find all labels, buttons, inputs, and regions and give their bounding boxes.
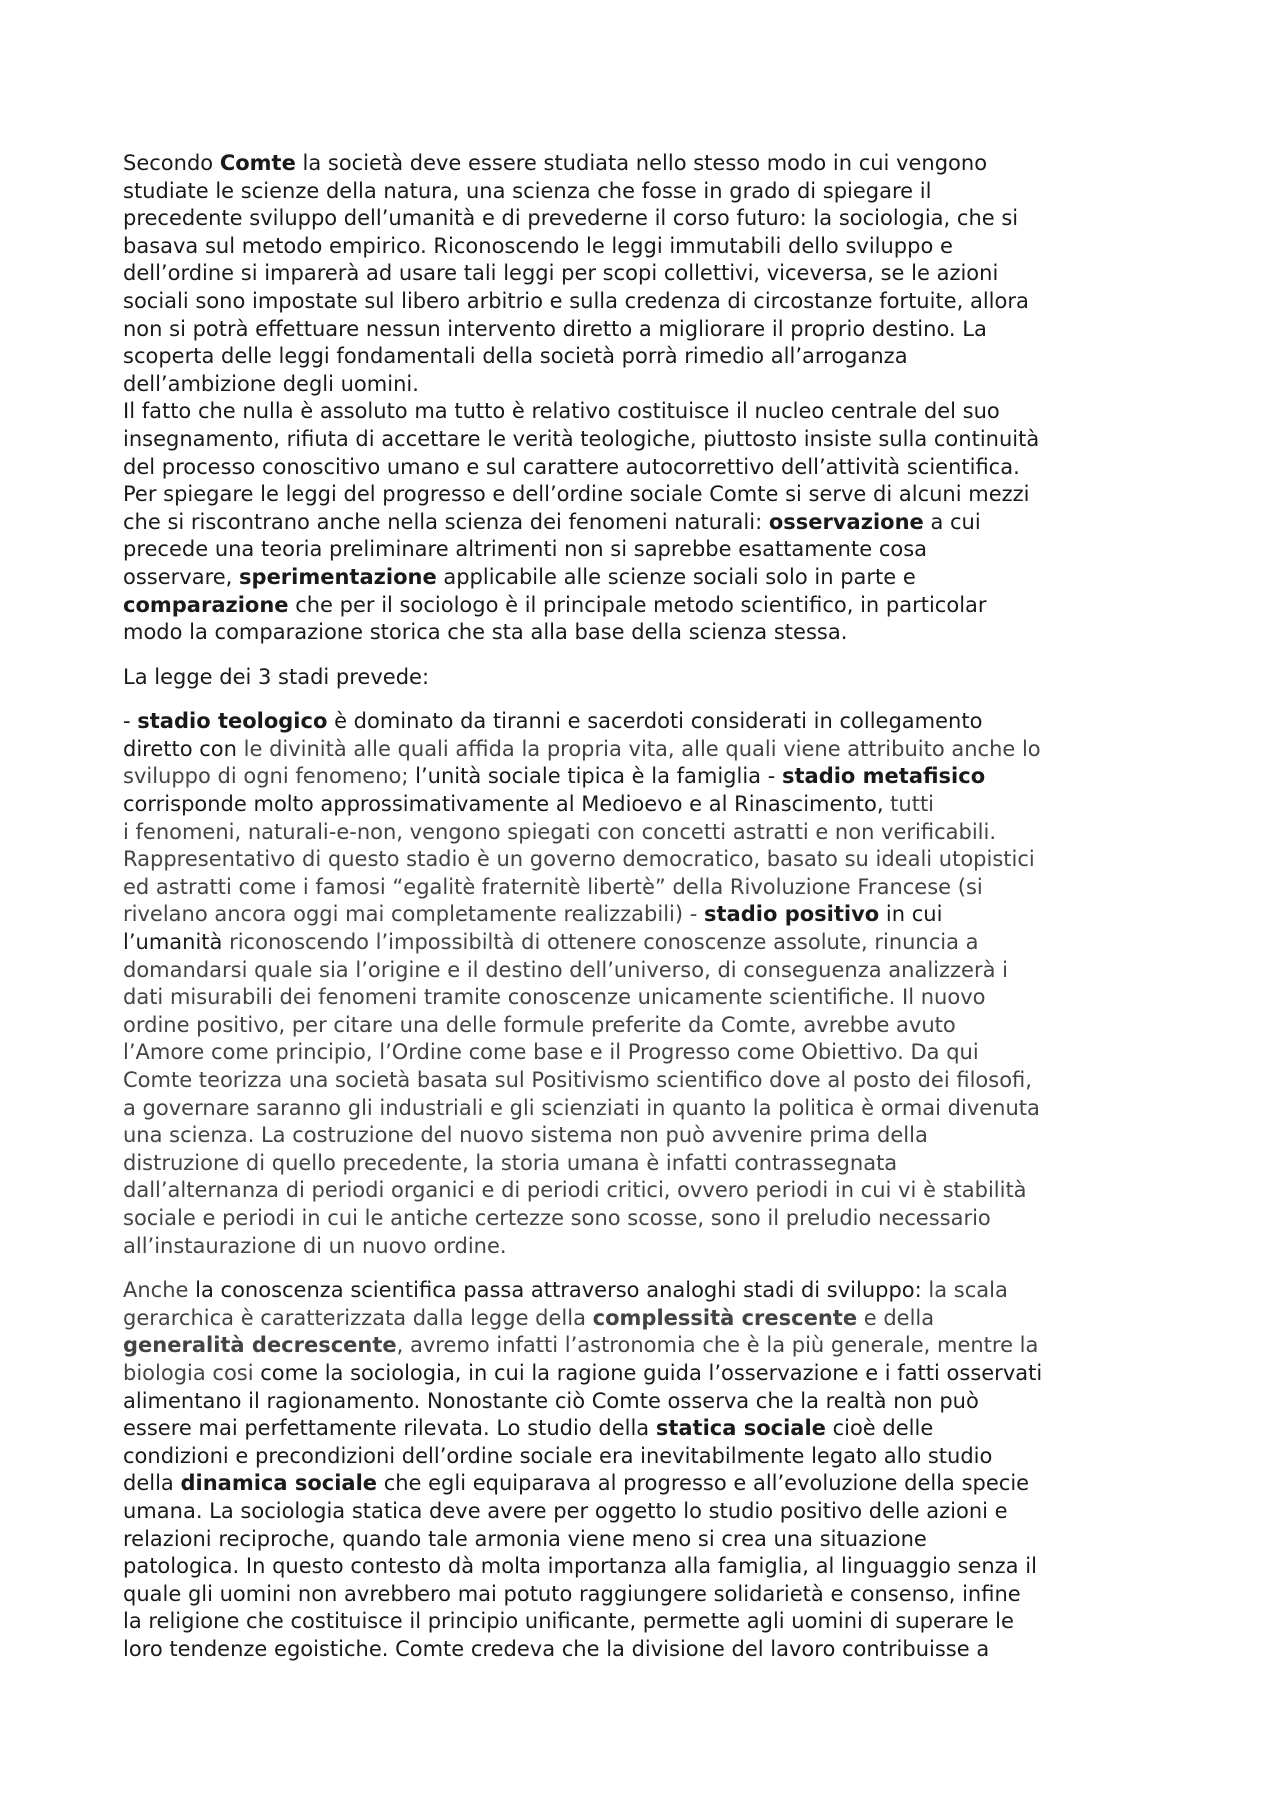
text-run: basava sul metodo empirico. Riconoscendo le leggi immutabili dello sviluppo e	[123, 233, 953, 258]
text-run: a cui	[923, 509, 981, 534]
text-run: in cui	[879, 902, 943, 927]
text-run: Il fatto che nulla è assoluto ma tutto è relativo costituisce il nucleo centrale del suo	[123, 399, 1000, 424]
text-line	[123, 708, 1173, 736]
text-line	[123, 1636, 1173, 1664]
text-line	[123, 901, 1173, 929]
paragraph-three-stages	[123, 708, 1173, 1260]
text-line	[123, 664, 1173, 692]
text-run: relazioni reciproche, quando tale armonia viene meno si crea una situazione	[123, 1526, 927, 1551]
text-line	[123, 1581, 1173, 1609]
text-line	[123, 398, 1173, 426]
paragraph-comte-intro	[123, 150, 1173, 647]
text-run: la società deve essere studiata nello stesso modo in cui vengono	[295, 151, 988, 175]
bold-term: osservazione	[768, 509, 924, 534]
text-run: l’unità sociale tipica è la famiglia -	[415, 764, 782, 789]
text-line	[123, 736, 1173, 764]
text-line	[123, 1470, 1173, 1498]
text-line	[123, 929, 1173, 957]
text-run: dati misurabili dei fenomeni tramite conoscenze unicamente scientifiche. Il nuovo	[123, 985, 986, 1010]
text-run: tutti	[890, 792, 935, 817]
paragraph-gap	[123, 1260, 1173, 1277]
text-line	[123, 233, 1173, 261]
bold-term: dinamica sociale	[180, 1471, 378, 1496]
text-run: Per spiegare le leggi del progresso e dell’ordine sociale Comte si serve di alcuni mezzi	[123, 482, 1030, 507]
paragraph-gap	[123, 691, 1173, 708]
bold-term: comparazione	[123, 592, 289, 617]
paragraph-gap	[123, 647, 1173, 664]
text-run: all’instaurazione di un nuovo ordine.	[123, 1233, 507, 1258]
text-run: l’umanità	[123, 930, 230, 955]
text-run: scoperta delle leggi fondamentali della società porrà rimedio all’arroganza	[123, 344, 908, 369]
text-run: alimentano il ragionamento. Nonostante ciò Comte osserva che la realtà non può	[123, 1388, 979, 1413]
text-run: precede una teoria preliminare altrimenti non si saprebbe esattamente cosa	[123, 537, 928, 562]
text-run: , avremo infatti l’astronomia che è la più generale, mentre la	[396, 1333, 1039, 1358]
text-run: la conoscenza scientifica passa attraverso analoghi stadi di sviluppo:	[195, 1278, 929, 1303]
text-run: gerarchica è caratterizzata dalla legge della	[123, 1305, 593, 1330]
text-line	[123, 1067, 1173, 1095]
text-run: sociale e periodi in cui le antiche certezze sono scosse, sono il preludio necessario	[123, 1205, 991, 1230]
text-run: della	[123, 1471, 181, 1496]
text-run: come la sociologia, in cui la ragione guida l’osservazione e i fatti osservati	[260, 1360, 1043, 1385]
text-line	[123, 1012, 1173, 1040]
document-page	[123, 150, 1173, 1663]
text-line	[123, 763, 1173, 791]
text-run: sociali sono impostate sul libero arbitrio e sulla credenza di circostanze fortuite, allora	[123, 288, 1029, 313]
text-line	[123, 957, 1173, 985]
text-line	[123, 619, 1173, 647]
bold-term: sperimentazione	[239, 564, 437, 589]
text-line	[123, 1233, 1173, 1261]
text-run: le divinità alle quali affida la propria vita, alle quali viene attribuito anche lo	[243, 736, 1041, 761]
text-line	[123, 1415, 1173, 1443]
text-run: Secondo	[123, 151, 220, 175]
text-run: precedente sviluppo dell’umanità e di prevederne il corso futuro: la sociologia, che si	[123, 206, 1019, 231]
text-line	[123, 1498, 1173, 1526]
text-run: dall’alternanza di periodi organici e di periodi critici, ovvero periodi in cui vi è stabilità	[123, 1178, 1027, 1203]
text-line	[123, 509, 1173, 537]
text-run: ordine positivo, per citare una delle formule preferite da Comte, avrebbe avuto	[123, 1012, 956, 1037]
text-run: rivelano ancora oggi mai completamente realizzabili) -	[123, 902, 705, 927]
text-line	[123, 481, 1173, 509]
text-run: dell’ambizione degli uomini.	[123, 371, 419, 396]
text-run: La legge dei 3 stadi prevede:	[123, 664, 430, 689]
text-line	[123, 150, 1173, 178]
text-run: diretto con	[123, 736, 244, 761]
text-line	[123, 371, 1173, 399]
text-line	[123, 1388, 1173, 1416]
text-line	[123, 316, 1173, 344]
text-line	[123, 1443, 1173, 1471]
text-line	[123, 260, 1173, 288]
text-line	[123, 343, 1173, 371]
text-line	[123, 1332, 1173, 1360]
text-run: e della	[857, 1305, 935, 1330]
text-run: l’Amore come principio, l’Ordine come base e il Progresso come Obiettivo. Da qui	[123, 1040, 979, 1065]
text-line	[123, 1095, 1173, 1123]
text-line	[123, 426, 1173, 454]
text-run: studiate le scienze della natura, una scienza che fosse in grado di spiegare il	[123, 178, 932, 203]
bold-term: stadio positivo	[704, 902, 880, 927]
text-run: distruzione di quello precedente, la storia umana è infatti contrassegnata	[123, 1150, 898, 1175]
text-run: i fenomeni, naturali-e-non, vengono spiegati con concetti astratti e non verificabili.	[123, 819, 997, 844]
text-line	[123, 1122, 1173, 1150]
text-run: del processo conoscitivo umano e sul carattere autocorrettivo dell’attività scientifica.	[123, 454, 1020, 479]
text-line	[123, 1177, 1173, 1205]
text-run: insegnamento, rifiuta di accettare le verità teologiche, piuttosto insiste sulla continuità	[123, 426, 1040, 451]
text-run: osservare,	[123, 564, 240, 589]
text-run: domandarsi quale sia l’origine e il destino dell’universo, di conseguenza analizzerà i	[123, 957, 1008, 982]
text-run: Anche	[123, 1278, 196, 1303]
text-line	[123, 984, 1173, 1012]
text-line	[123, 205, 1173, 233]
text-run: dell’ordine si imparerà ad usare tali leggi per scopi collettivi, viceversa, se le azioni	[123, 261, 999, 286]
text-run: Rappresentativo di questo stadio è un governo democratico, basato su ideali utopistici	[123, 847, 1035, 872]
text-run: che egli equiparava al progresso e all’evoluzione della specie	[377, 1471, 1030, 1496]
text-run: la religione che costituisce il principio unificante, permette agli uomini di superare le	[123, 1609, 1014, 1634]
text-line	[123, 1205, 1173, 1233]
text-line	[123, 1608, 1173, 1636]
text-run: a governare saranno gli industriali e gli scienziati in quanto la politica è ormai divenuta	[123, 1095, 1040, 1120]
text-run: è dominato da tiranni e sacerdoti considerati in collegamento	[327, 709, 983, 734]
bold-term: stadio metafisico	[781, 764, 986, 789]
text-run: quale gli uomini non avrebbero mai potuto raggiungere solidarietà e consenso, infine	[123, 1581, 1021, 1606]
text-run: biologia cosi	[123, 1360, 261, 1385]
text-line	[123, 592, 1173, 620]
text-line	[123, 1150, 1173, 1178]
text-run: umana. La sociologia statica deve avere per oggetto lo studio positivo delle azioni e	[123, 1498, 1008, 1523]
text-run: modo la comparazione storica che sta alla base della scienza stessa.	[123, 620, 848, 645]
text-run: riconoscendo l’impossibiltà di ottenere conoscenze assolute, rinuncia a	[229, 930, 979, 955]
text-line	[123, 1039, 1173, 1067]
text-line	[123, 1360, 1173, 1388]
text-line	[123, 791, 1173, 819]
text-line	[123, 288, 1173, 316]
bold-term: stadio teologico	[137, 709, 328, 734]
text-run: loro tendenze egoistiche. Comte credeva che la divisione del lavoro contribuisse a	[123, 1636, 990, 1661]
text-run: essere mai perfettamente rilevata. Lo studio della	[123, 1416, 656, 1441]
text-line	[123, 1553, 1173, 1581]
text-line	[123, 454, 1173, 482]
text-run: non si potrà effettuare nessun intervento diretto a migliorare il proprio destino. La	[123, 316, 987, 341]
text-run: corrisponde molto approssimativamente al Medioevo e al Rinascimento,	[123, 792, 891, 817]
text-run: applicabile alle scienze sociali solo in parte e	[436, 564, 916, 589]
text-run: che per il sociologo è il principale metodo scientifico, in particolar	[288, 592, 987, 617]
bold-term: statica sociale	[655, 1416, 826, 1441]
text-run: sviluppo di ogni fenomeno;	[123, 764, 416, 789]
text-run: patologica. In questo contesto dà molta importanza alla famiglia, al linguaggio senza il	[123, 1554, 1037, 1579]
text-line	[123, 846, 1173, 874]
text-line	[123, 1277, 1173, 1305]
text-line	[123, 178, 1173, 206]
text-line	[123, 536, 1173, 564]
text-run: una scienza. La costruzione del nuovo sistema non può avvenire prima della	[123, 1123, 928, 1148]
text-run: ed astratti come i famosi “egalitè fraternitè libertè” della Rivoluzione Francese (si	[123, 874, 983, 899]
paragraph-three-stages-intro	[123, 664, 1173, 692]
text-run: cioè delle	[825, 1416, 934, 1441]
text-line	[123, 564, 1173, 592]
text-line	[123, 1305, 1173, 1333]
text-run: che si riscontrano anche nella scienza dei fenomeni naturali:	[123, 509, 769, 534]
text-line	[123, 819, 1173, 847]
text-run: Comte teorizza una società basata sul Positivismo scientifico dove al posto dei filosofi,	[123, 1068, 1032, 1092]
text-run: condizioni e precondizioni dell’ordine sociale era inevitabilmente legato allo studio	[123, 1443, 993, 1468]
bold-term: generalità decrescente	[123, 1333, 397, 1358]
text-line	[123, 874, 1173, 902]
text-line	[123, 1526, 1173, 1554]
text-run: -	[123, 709, 138, 734]
text-run: la scala	[928, 1278, 1008, 1303]
bold-term: Comte	[219, 151, 296, 175]
bold-term: complessità crescente	[592, 1305, 858, 1330]
paragraph-scientific-knowledge	[123, 1277, 1173, 1663]
